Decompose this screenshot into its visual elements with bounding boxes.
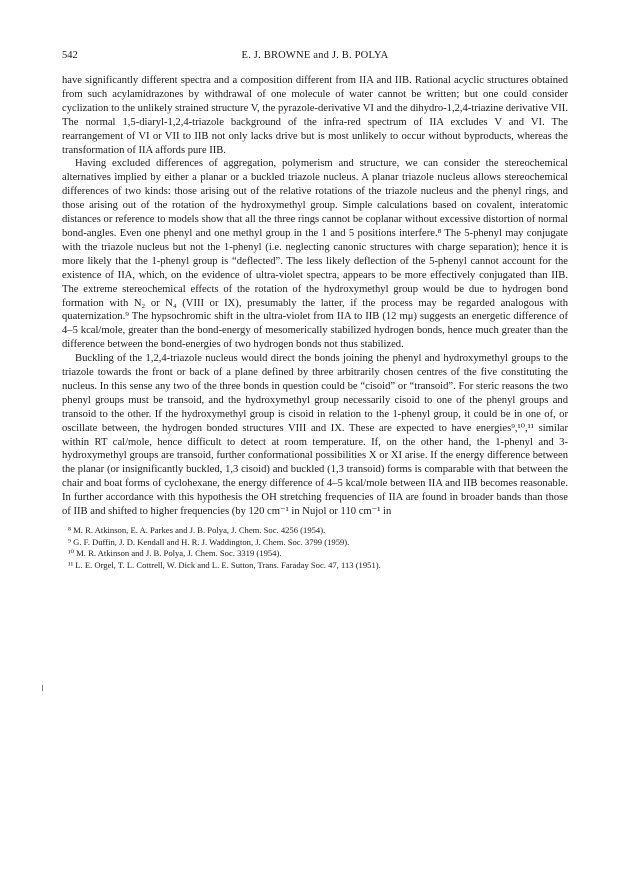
paragraph-buckling: Buckling of the 1,2,4-triazole nucleus would direct the bonds joining the phenyl and hydroxymethyl groups to the triazole towards the front or back of a plane defined by three arbitrarily chosen centres of the five constituting the nucleus. In this sense any two of the three bonds in question could be “cisoid” or “transoid”. For steric reasons the two phenyl groups must be transoid, and the hydroxymethyl group necessarily cisoid to one of the phenyl groups and transoid to the other. If the hydroxymethyl group is cisoid in relation to the 1-phenyl group, it could be in one of, or oscillate between, the hydrogen bonded structures VIII and IX. These are expected to have energies⁹,¹⁰,¹¹ similar within RT cal/mole, hence difficult to detect at room temperature. If, on the other hand, the 1-phenyl and 3-hydroxymethyl groups are transoid, further conformational possibilities X or XI arise. If the energy difference between the planar (or insignificantly buckled, 1,3 cisoid) and buckled (1,3 transoid) forms is comparable with that between the chair and boat forms of cyclohexane, the energy difference of 4–5 kcal/mole between IIA and IIB becomes reasonable. In further accordance with this hypothesis the OH stretching frequencies of IIA are found in broader bands than those of IIB and shifted to higher frequencies (by 120 cm⁻¹ in Nujol or 110 cm⁻¹ in — [62, 353, 568, 518]
footnotes — [62, 525, 568, 571]
running-head — [62, 50, 568, 74]
paragraph-stereochemistry: Having excluded differences of aggregation, polymerism and structure, we can consider the stereochemical alternatives implied by either a planar or a buckled triazole nucleus. A planar triazole nucleus allows stereochemical differences of two kinds: those arising out of the relative rotations of the triazole nucleus and the phenyl rings, and those arising out of the rotation of the hydroxymethyl group. Simple calculations based on covalent, interatomic distances or reference to models show that all the three rings cannot be coplanar without excessive distortion of normal bond-angles. Even one phenyl and one methyl group in the 1 and 5 positions interfere.⁸ The 5-phenyl may conjugate with the triazole nucleus but not the 1-phenyl (i.e. neglecting canonic structures with charge separation); hence it is more likely that the 1-phenyl group is “deflected”. The less likely deflection of the 5-phenyl cannot account for the existence of IIA, which, on the evidence of ultra-violet spectra, appears to be more effectively conjugated than IIB. The extreme stereochemical effects of the rotation of the hydroxymethyl group would be due to hydrogen bond formation with N₂ or N₄ (VIII or IX), presumably the latter, if the process may be regarded analogous with quaternization.⁹ The hypsochromic shift in the ultra-violet from IIA to IIB (12 mμ) suggests an energetic difference of 4–5 kcal/mole, greater than the bond-energy of mesomerically stabilized hydrogen bonds, hence much greater than the difference between the bond-energies of two hydrogen bonds not thus stabilized. — [62, 158, 568, 351]
journal-page — [62, 50, 568, 571]
marginal-mark — [42, 685, 43, 691]
running-title: E. J. BROWNE and J. B. POLYA — [241, 50, 389, 61]
paragraph-continuation: have significantly different spectra and a composition different from IIA and IIB. Rational acyclic structures obtained from such acylamidrazones by withdrawal of one molecule of water cannot be written; but one could consider cyclization to the unlikely strained structure V, the pyrazole-derivative VI and the dihydro-1,2,4-triazine derivative VII. The normal 1,5-diaryl-1,2,4-triazole background of the infra-red spectrum of IIA excludes V and VI. The rearrangement of VI or VII to IIB not only lacks drive but is most unlikely to occur without byproducts, whereas the transformation of IIA affords pure IIB. — [62, 75, 568, 156]
footnote-8: ⁸ M. R. Atkinson, E. A. Parkes and J. B. Polya, J. Chem. Soc. 4256 (1954). — [68, 525, 326, 535]
page-number: 542 — [62, 50, 78, 61]
body-text — [62, 74, 568, 519]
footnote-9: ⁹ G. F. Duffin, J. D. Kendall and H. R. J. Waddington, J. Chem. Soc. 3799 (1959). — [68, 536, 350, 547]
footnote-11: ¹¹ L. E. Orgel, T. L. Cottrell, W. Dick and L. E. Sutton, Trans. Faraday Soc. 47, 113 (1951). — [68, 559, 381, 570]
footnote-10: ¹⁰ M. R. Atkinson and J. B. Polya, J. Chem. Soc. 3319 (1954). — [68, 548, 282, 559]
